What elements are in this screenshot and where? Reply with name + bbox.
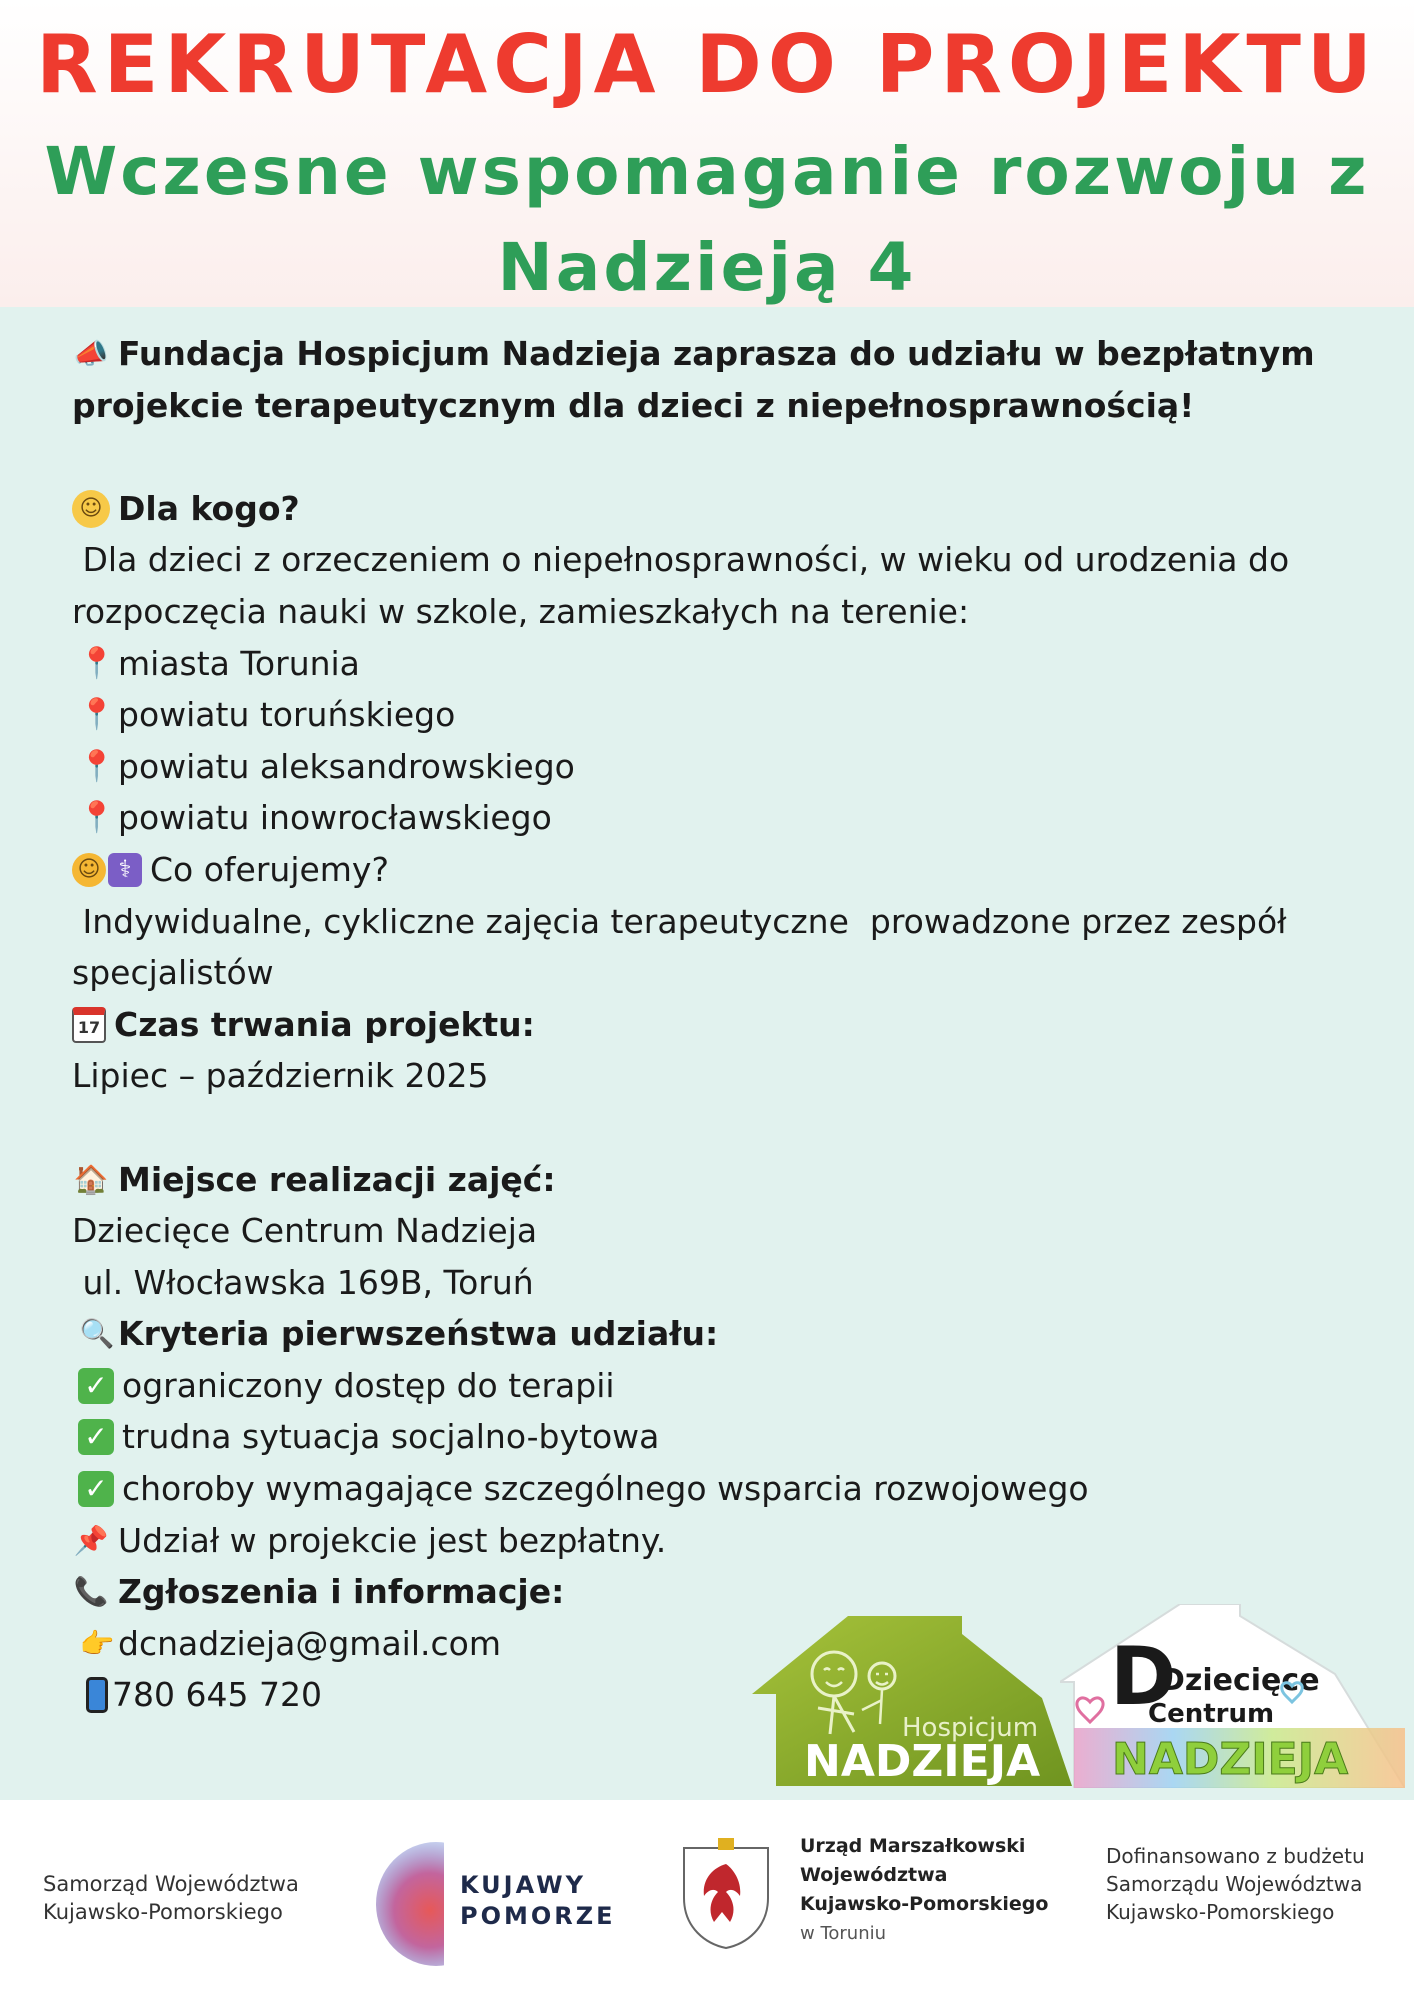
health-worker-icon: ☺	[72, 853, 106, 887]
dcn-line-1: Dziecięce	[1160, 1663, 1320, 1698]
contact-email[interactable]: 👉 dcnadzieja@gmail.com	[72, 1618, 1352, 1670]
pushpin-icon: 📌	[73, 1523, 109, 1557]
area-item: 📍 powiatu aleksandrowskiego	[72, 741, 1352, 793]
duration-value: Lipiec – październik 2025	[72, 1056, 489, 1096]
pin-icon: 📍	[78, 800, 116, 836]
baby-icon: ☺	[72, 490, 110, 528]
pin-icon: 📍	[78, 645, 116, 681]
for-whom-text-2: rozpoczęcia nauki w szkole, zamieszkałych na terenie:	[72, 591, 970, 631]
offer-text-1: Indywidualne, cykliczne zajęcia terapeutyczne prowadzone przez zespół	[72, 901, 1287, 941]
free-note: 📌 Udział w projekcie jest bezpłatny.	[73, 1520, 667, 1560]
coat-of-arms-icon	[680, 1834, 772, 1950]
house-icon: 🏠	[73, 1162, 109, 1196]
criteria-heading: 🔍 Kryteria pierwszeństwa udziału:	[72, 1308, 1352, 1360]
for-whom-heading: ☺ Dla kogo?	[72, 483, 1352, 535]
check-icon: ✓	[78, 1471, 114, 1507]
mobile-phone-icon	[86, 1677, 108, 1713]
urzad-text: Urząd Marszałkowski Województwa Kujawsko-Pomorskiego w Toruniu	[800, 1835, 1049, 1944]
check-icon: ✓	[78, 1419, 114, 1455]
duration-heading: 17 Czas trwania projektu:	[72, 999, 1352, 1051]
footer-sponsors	[0, 1800, 1414, 2000]
project-name-line-1: Wczesne wspomaganie rozwoju z	[44, 133, 1370, 210]
intro-line-2: projekcie terapeutycznym dla dzieci z niepełnosprawnością!	[72, 385, 1195, 425]
phone-icon: 📞	[73, 1575, 109, 1609]
contact-heading: 📞 Zgłoszenia i informacje:	[73, 1572, 565, 1612]
for-whom-text-1: Dla dzieci z orzeczeniem o niepełnosprawności, w wieku od urodzenia do	[72, 540, 1290, 580]
kujawy-pomorze-logo-text: KUJAWY POMORZE	[460, 1871, 616, 1930]
hospicjum-text: Hospicjum	[902, 1713, 1039, 1743]
medical-symbol-icon: ⚕	[108, 853, 142, 887]
nadzieja-text: NADZIEJA	[804, 1736, 1041, 1786]
area-item: 📍 powiatu inowrocławskiego	[72, 792, 1352, 844]
magnifier-icon: 🔍	[79, 1317, 115, 1351]
megaphone-icon: 📣	[73, 337, 109, 370]
offer-text-2: specjalistów	[72, 953, 274, 993]
place-name: Dziecięce Centrum Nadzieja	[72, 1211, 538, 1251]
area-item: 📍 miasta Torunia	[72, 638, 1352, 690]
page-title: REKRUTACJA DO PROJEKTU	[36, 18, 1378, 111]
place-address: ul. Włocławska 169B, Toruń	[72, 1262, 534, 1302]
area-item: 📍 powiatu toruńskiego	[72, 689, 1352, 741]
contact-phone[interactable]: 780 645 720	[72, 1669, 1352, 1721]
samorzad-text: Samorząd Województwa Kujawsko-Pomorskiego	[43, 1872, 299, 1924]
project-name	[0, 124, 1414, 316]
dcn-line-2: Centrum	[1148, 1699, 1275, 1729]
criteria-item: ✓ choroby wymagające szczególnego wsparcia rozwojowego	[72, 1463, 1352, 1515]
pointing-hand-icon: 👉	[79, 1626, 115, 1660]
intro-line-1: 📣 Fundacja Hospicjum Nadzieja zaprasza do udziału w bezpłatnym	[73, 334, 1315, 373]
criteria-item: ✓ ograniczony dostęp do terapii	[72, 1360, 1352, 1412]
pin-icon: 📍	[78, 697, 116, 733]
hospicjum-nadzieja-logo	[752, 1616, 1072, 1786]
dcn-line-3: NADZIEJA	[1112, 1734, 1349, 1785]
dzieciece-centrum-nadzieja-logo	[1060, 1604, 1405, 1788]
criteria-item: ✓ trudna sytuacja socjalno-bytowa	[72, 1411, 1352, 1463]
announcement-body	[72, 328, 1352, 1721]
calendar-icon: 17	[72, 1007, 106, 1043]
offer-heading: ☺ ⚕ Co oferujemy?	[72, 844, 1352, 896]
project-name-line-2: Nadzieją 4	[497, 229, 917, 306]
svg-text:D: D	[1110, 1630, 1177, 1723]
dofinansowano-text: Dofinansowano z budżetu Samorządu Województwa Kujawsko-Pomorskiego	[1106, 1844, 1365, 1924]
place-heading: 🏠 Miejsce realizacji zajęć:	[73, 1159, 556, 1199]
pin-icon: 📍	[78, 748, 116, 784]
check-icon: ✓	[78, 1368, 114, 1404]
header-banner	[0, 0, 1414, 307]
